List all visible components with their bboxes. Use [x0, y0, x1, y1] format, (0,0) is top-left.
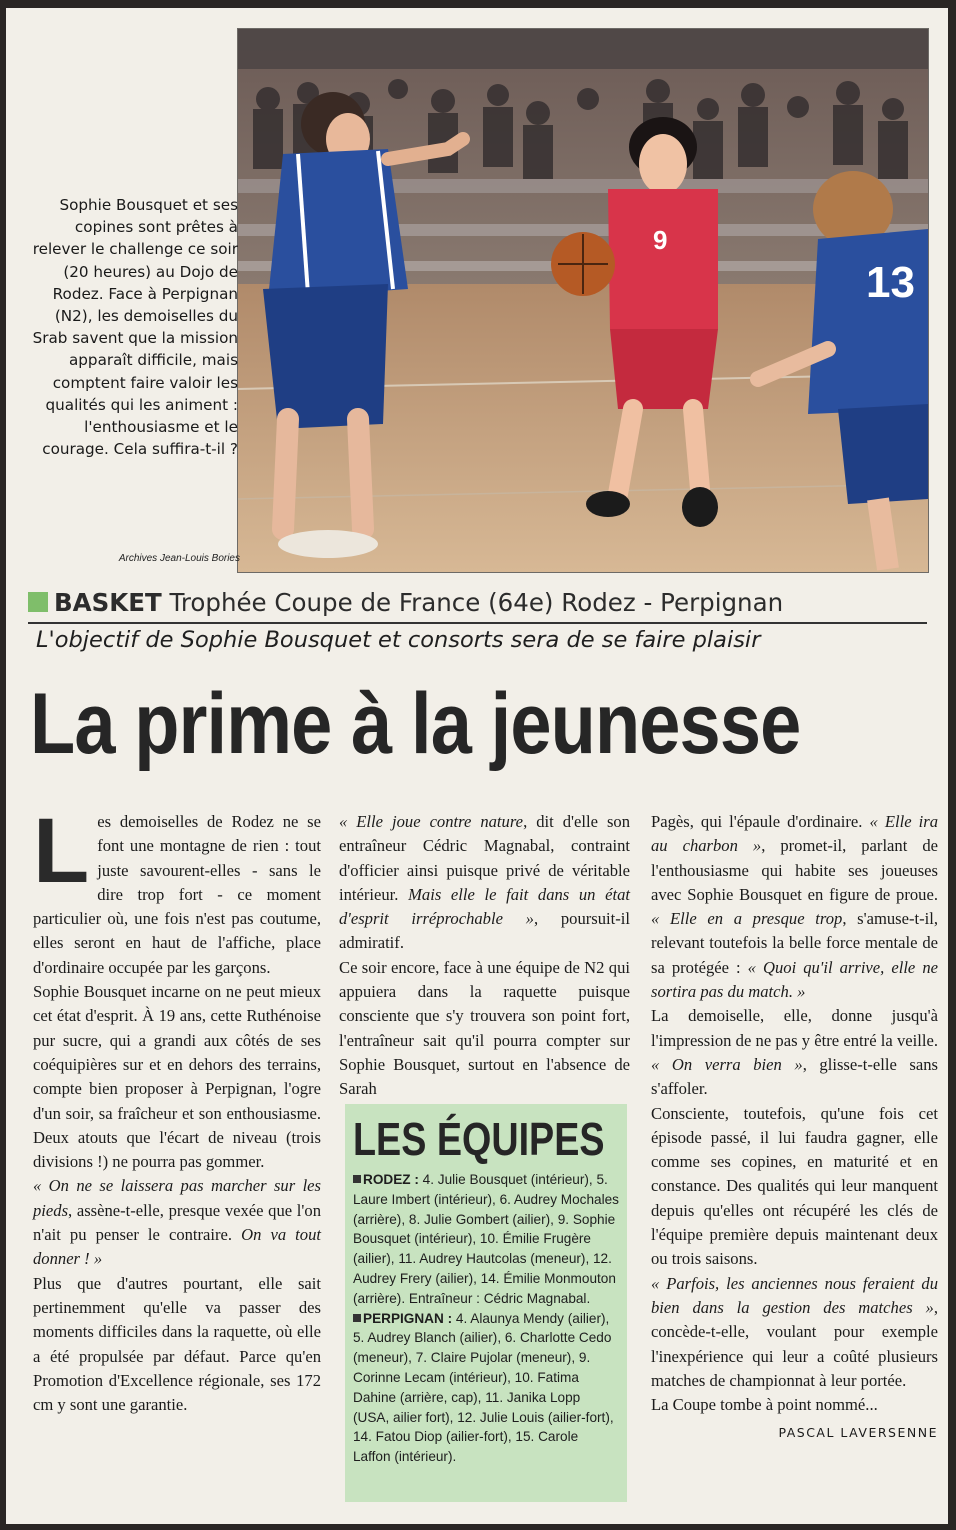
bullet-square-icon	[353, 1175, 361, 1183]
paragraph: Plus que d'autres pourtant, elle sait pertinemment qu'elle va passer des moments difficiles dans la raquette, où elle a été propulsée par défaut. Parce qu'en Promotion d'Excellence régionale, ses 172 cm y sont une garantie.	[33, 1273, 321, 1415]
paragraph	[33, 800, 321, 980]
paragraph: La Coupe tombe à point nommé...	[651, 1395, 878, 1415]
jersey-number-9: 9	[653, 225, 668, 255]
header-rule	[28, 622, 927, 624]
paragraph-text: , dit d'elle son entraîneur Cédric Magnabal, contraint d'officier ainsi puisque privé de véritable intérieur.	[339, 812, 631, 904]
paragraph-text: La demoiselle, elle, donne jusqu'à l'impression de ne pas y être entré la veille.	[651, 1006, 938, 1050]
paragraph	[651, 810, 938, 1004]
team-roster: 4. Alaunya Mendy (ailier), 5. Audrey Blanch (ailier), 6. Charlotte Cedo (meneur), 7. Claire Pujolar (meneur), 9. Corinne Lecam (intérieur), 10. Fatima Dahine (arrière, cap), 11. Janika Lopp (USA, ailier fort), 12. Julie Louis (ailier-fort), 14. Fatou Diop (ailier-fort), 15. Carole Laffon (intérieur).	[353, 1310, 614, 1465]
team-rodez	[353, 1170, 619, 1309]
paragraph	[651, 1004, 938, 1101]
quote: « Elle en a presque trop	[651, 909, 843, 929]
quote: « Quoi qu'il arrive, elle ne sortira pas du match. »	[651, 957, 938, 1002]
article-column-2	[339, 810, 630, 1102]
quote: « On ne se laissera pas marcher sur les pieds	[33, 1176, 321, 1220]
paragraph: Ce soir encore, face à une équipe de N2 qui appuiera dans la raquette puisque consciente que s'y trouvera son point fort, l'entraîneur sait qu'il pourra compter sur Sophie Bousquet, surtout en l'absence de Sarah	[339, 957, 630, 1099]
newspaper-clipping	[6, 8, 948, 1524]
team-label: RODEZ :	[363, 1172, 419, 1187]
teams-box	[345, 1104, 627, 1502]
team-label: PERPIGNAN :	[363, 1310, 453, 1326]
article-column-3	[651, 810, 938, 1446]
paragraph	[33, 1174, 321, 1271]
subhead: L'objectif de Sophie Bousquet et consorts sera de se faire plaisir	[36, 627, 761, 653]
section-square-icon	[28, 592, 48, 612]
paragraph: Sophie Bousquet incarne on ne peut mieux cet état d'esprit. À 19 ans, cette Ruthénoise pur sucre, qui a grandi aux côtés de ses coéquipières sur et en dehors des terrains, compte bien proposer à Perpignan, l'ogre d'un soir, sa fraîcheur et son enthousiasme. Deux atouts que l'écart de niveau (trois divisions !) ne pourra pas gommer.	[33, 982, 321, 1172]
quote: « On verra bien »	[651, 1054, 803, 1074]
paragraph: Consciente, toutefois, qu'une fois cet épisode passé, il lui faudra gagner, elle comme ses copines, en maturité et en constance. Des qualités qui leur manquent depuis qu'elles ont récupéré les clés de l'équipe première depuis maintenant deux ou trois saisons.	[651, 1103, 938, 1269]
teams-list	[353, 1170, 619, 1467]
paragraph	[339, 810, 630, 956]
jersey-number-13: 13	[866, 258, 915, 307]
quote: Mais elle le fait dans un état d'esprit irréprochable »	[339, 884, 630, 929]
team-roster: 4. Julie Bousquet (intérieur), 5. Laure Imbert (intérieur), 6. Audrey Mochales (arrière), 8. Julie Gombert (ailier), 9. Sophie Bousquet (intérieur), 10. Émilie Frugère (ailier), 11. Audrey Hautcolas (meneur), 12. Audrey Frery (ailier), 14. Émilie Monmouton (arrière). Entraîneur : Cédric Magnabal.	[353, 1172, 619, 1306]
kicker-text: Trophée Coupe de France (64e) Rodez - Perpignan	[169, 588, 784, 617]
quote: « Elle joue contre nature	[339, 812, 524, 831]
photo-credit: Archives Jean-Louis Bories	[118, 553, 240, 564]
photo-illustration	[238, 29, 928, 572]
quote: « Elle ira au charbon »	[651, 812, 939, 856]
teams-title: LES ÉQUIPES	[353, 1113, 605, 1165]
article-column-1	[33, 800, 321, 1417]
paragraph-text: , glisse-t-elle sans s'affoler.	[651, 1054, 938, 1099]
basketball-photo	[237, 28, 929, 573]
bullet-square-icon	[353, 1314, 361, 1322]
team-perpignan	[353, 1309, 619, 1467]
paragraph-text: , promet-il, parlant de l'enthousiasme qui habite ses joueuses avec Sophie Bousquet en figure de proue.	[651, 836, 938, 904]
quote: « Parfois, les anciennes nous feraient du bien dans la gestion des matches »	[651, 1273, 938, 1317]
photo-caption: Sophie Bousquet et ses copines sont prêtes à relever le challenge ce soir (20 heures) au Dojo de Rodez. Face à Perpignan (N2), les demoiselles du Srab savent que la mission apparaît difficile, mais comptent faire valoir les qualités qui les animent : l'enthousiasme et le courage. Cela suffira-t-il ?	[32, 196, 238, 459]
paragraph-text: , s'amuse-t-il, relevant toutefois la belle force mentale de sa protégée :	[651, 909, 939, 977]
quote: On va tout donner ! »	[33, 1225, 321, 1269]
paragraph-text: Pagès, qui l'épaule d'ordinaire.	[651, 812, 870, 831]
kicker	[28, 588, 928, 622]
paragraph	[651, 1272, 938, 1393]
paragraph-text: , assène-t-elle, presque vexée que l'on n'ait pu penser le contraire.	[33, 1200, 321, 1245]
author-signature: PASCAL LAVERSENNE	[778, 1425, 938, 1441]
headline: La prime à la jeunesse	[30, 676, 801, 772]
paragraph-text: es demoiselles de Rodez ne se font une montagne de rien : tout juste savourent-elles - sans le dire trop fort - ce moment particulier où, une fois n'est pas coutume, elles seront en haut de l'affiche, place d'ordinaire occupée par les garçons.	[33, 812, 321, 977]
paragraph-text: , concède-t-elle, voulant pour exemple l'inexpérience qui leur a coûté plusieurs matches de championnat à leur portée.	[651, 1297, 938, 1390]
drop-cap: L	[33, 800, 90, 902]
paragraph-text: , poursuit-il admiratif.	[339, 909, 631, 953]
kicker-label: BASKET	[54, 588, 162, 617]
